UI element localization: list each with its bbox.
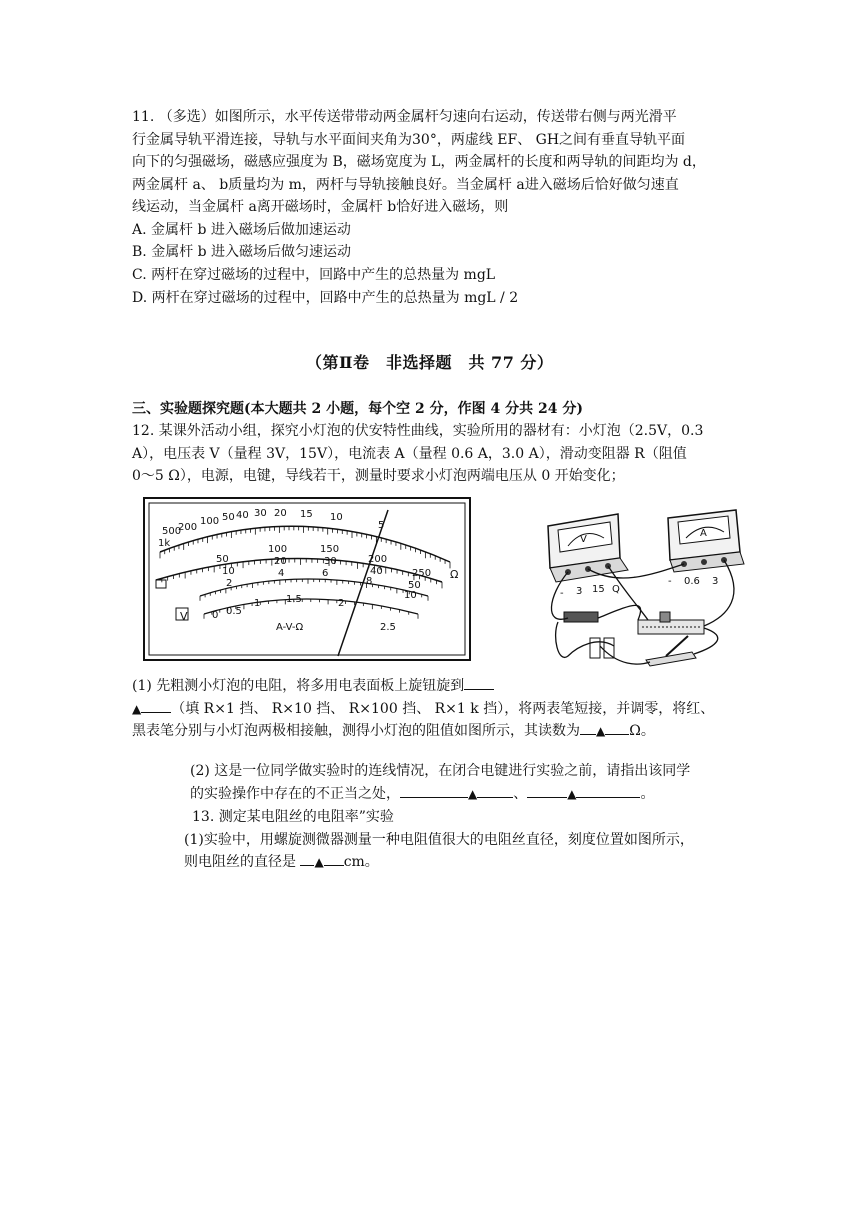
section2-title: （第Ⅱ卷 非选择题 共 77 分） bbox=[306, 353, 554, 372]
q12-sub2-end: 。 bbox=[640, 785, 655, 802]
dc2-tick-label: 20 bbox=[274, 556, 287, 567]
dc-tick-label: 250 bbox=[412, 568, 432, 579]
ac-tick-label: 8 bbox=[366, 576, 373, 587]
rheostat bbox=[638, 612, 704, 634]
q11-line: 线运动，当金属杆 a离开磁场时，金属杆 b恰好进入磁场，则 bbox=[132, 199, 509, 215]
ohm-tick-label: 50 bbox=[222, 512, 235, 523]
ammeter-label: A bbox=[700, 528, 707, 539]
ohm-tick-label: 500 bbox=[162, 526, 182, 537]
voltmeter bbox=[548, 514, 628, 599]
ohm-tick-label: 1k bbox=[158, 538, 171, 549]
q12-line: 12. 某课外活动小组，探究小灯泡的伏安特性曲线，实验所用的器材有：小灯泡（2.5V，0.3 bbox=[132, 423, 704, 439]
answer-blank-pre bbox=[400, 783, 468, 798]
ac-tick-label: 10 bbox=[404, 590, 417, 601]
ohm-tick-label: 200 bbox=[178, 522, 198, 533]
low-tick-label: 2.5 bbox=[380, 622, 396, 633]
answer-blank-fault-2[interactable] bbox=[576, 783, 640, 798]
q11-option-a: A. 金属杆 b 进入磁场后做加速运动 bbox=[132, 222, 351, 238]
low-tick-label: 2 bbox=[338, 598, 345, 609]
dc-tick-label: 150 bbox=[320, 544, 340, 555]
answer-blank-reading-pre bbox=[580, 720, 596, 735]
q12-sub1-line2 bbox=[132, 698, 714, 721]
q11-option-c: C. 两杆在穿过磁场的过程中，回路中产生的总热量为 mgL bbox=[132, 267, 496, 283]
q12-sub1-text-c: 黑表笔分别与小灯泡两极相接触，测得小灯泡的阻值如图所示，其读数为 bbox=[132, 723, 580, 739]
ohm-tick-label: 15 bbox=[300, 509, 313, 520]
q12-sub1-text-b: （填 R×1 挡、 R×10 挡、 R×100 挡、 R×1 k 挡），将两表笔短接，并调零，将红、 bbox=[171, 700, 715, 717]
dc-tick-label: 50 bbox=[216, 554, 229, 565]
q12-sub2 bbox=[190, 760, 690, 805]
low-tick-label: 0 bbox=[212, 610, 219, 621]
answer-blank-reading[interactable] bbox=[605, 720, 629, 735]
q12-sub2-line1: (2) 这是一位同学做实验时的连线情况，在闭合电键进行实验之前，请指出该同学 bbox=[190, 763, 691, 779]
q12-sub1-text-a: (1) 先粗测小灯泡的电阻，将多用电表面板上旋钮旋到 bbox=[132, 678, 465, 694]
q11-line: 行金属导轨平滑连接，导轨与水平面间夹角为30°，两虚线 EF、 GH之间有垂直导轨平面 bbox=[132, 131, 686, 148]
v-terminal-label: 15 bbox=[592, 584, 605, 595]
q13 bbox=[184, 806, 694, 874]
q11-option-d: D. 两杆在穿过磁场的过程中，回路中产生的总热量为 mgL / 2 bbox=[132, 290, 519, 306]
q11-line: 向下的匀强磁场，磁感应强度为 B，磁场宽度为 L，两金属杆的长度和两导轨的间距均为 d， bbox=[132, 154, 706, 170]
q12-sub2-separator: 、 bbox=[513, 785, 528, 802]
ohm-tick-label: 10 bbox=[330, 512, 343, 523]
section3-title: 三、实验题探究题(本大题共 2 小题，每个空 2 分，作图 4 分共 24 分) bbox=[132, 401, 583, 417]
q13-title: 13. 测定某电阻丝的电阻率”实验 bbox=[192, 809, 394, 825]
meter-center-label: A-V-Ω bbox=[276, 622, 304, 633]
voltmeter-label: V bbox=[580, 534, 587, 545]
dc2-tick-label: 10 bbox=[222, 566, 235, 577]
v-terminal-label: - bbox=[560, 588, 564, 599]
q11-line: 11. （多选）如图所示，水平传送带带动两金属杆匀速向右运动，传送带右侧与两光滑平 bbox=[132, 109, 677, 125]
answer-blank-fault-1[interactable] bbox=[477, 783, 513, 798]
a-terminal-label: - bbox=[668, 576, 672, 587]
q12-sub1-line3 bbox=[132, 720, 714, 743]
q-label: Q bbox=[612, 584, 620, 595]
triangle-mark: ▲ bbox=[132, 701, 142, 716]
answer-blank-range[interactable] bbox=[141, 698, 171, 713]
ac-tick-label: 6 bbox=[322, 568, 329, 579]
circuit-wiring-figure bbox=[528, 496, 750, 668]
q12-sub1-unit: Ω。 bbox=[629, 723, 655, 739]
ohm-tick-label: 100 bbox=[200, 516, 220, 527]
q12-line: A），电压表 V（量程 3V，15V），电流表 A（量程 0.6 A，3.0 A），滑动变阻器 R（阻值 bbox=[132, 445, 687, 462]
q12-sub2-line2 bbox=[190, 783, 690, 806]
ohm-symbol: Ω bbox=[450, 568, 459, 581]
a-terminal-label: 3 bbox=[712, 576, 719, 587]
triangle-mark: ▲ bbox=[314, 855, 324, 869]
q11-stem bbox=[132, 106, 732, 219]
q12-sub1 bbox=[132, 675, 714, 743]
q12-sub1-line1 bbox=[132, 675, 714, 698]
q11-line: 两金属杆 a、 b质量均为 m，两杆与导轨接触良好。当金属杆 a进入磁场后恰好做匀速直 bbox=[132, 176, 679, 193]
answer-blank[interactable] bbox=[464, 675, 494, 690]
switch bbox=[646, 636, 696, 666]
dc-tick-label: 100 bbox=[268, 544, 288, 555]
ac-tick-label: 2 bbox=[226, 578, 233, 589]
answer-blank-pre bbox=[300, 851, 314, 866]
q12-stem bbox=[132, 420, 703, 488]
answer-blank-diameter[interactable] bbox=[324, 851, 344, 866]
q12-line: 0～5 Ω），电源，电键，导线若干，测量时要求小灯泡两端电压从 0 开始变化； bbox=[132, 468, 625, 484]
v-symbol: V bbox=[180, 610, 188, 623]
low-tick-label: 1.5 bbox=[286, 594, 302, 605]
ammeter bbox=[668, 510, 744, 587]
q13-line2-text: 则电阻丝的直径是 bbox=[184, 854, 296, 870]
dc2-tick-label: 30 bbox=[324, 556, 337, 567]
ohm-tick-label: 30 bbox=[254, 508, 267, 519]
ohm-tick-label: 20 bbox=[274, 508, 287, 519]
answer-blank-pre bbox=[527, 783, 567, 798]
ohm-tick-label: 40 bbox=[236, 510, 249, 521]
low-tick-label: 1 bbox=[254, 598, 261, 609]
dc-tick-label: 200 bbox=[368, 554, 388, 565]
triangle-mark: ▲ bbox=[468, 786, 478, 801]
multimeter-dial-figure bbox=[142, 496, 472, 662]
q13-line1: (1)实验中，用螺旋测微器测量一种电阻值很大的电阻丝直径，刻度位置如图所示， bbox=[184, 831, 694, 848]
q13-line2 bbox=[184, 851, 694, 874]
q11-option-b: B. 金属杆 b 进入磁场后做匀速运动 bbox=[132, 244, 352, 260]
q12-sub2-text-b: 的实验操作中存在的不正当之处， bbox=[190, 785, 400, 802]
a-terminal-label: 0.6 bbox=[684, 576, 700, 587]
ohm-tick-label: 5 bbox=[378, 520, 385, 531]
lamp-holder bbox=[564, 612, 598, 622]
dc2-tick-label: 40 bbox=[370, 566, 383, 577]
triangle-mark: ▲ bbox=[596, 724, 606, 738]
dc2-tick-label: 50 bbox=[408, 580, 421, 591]
low-tick-label: 0.5 bbox=[226, 606, 242, 617]
v-terminal-label: 3 bbox=[576, 586, 583, 597]
q13-unit: cm。 bbox=[343, 854, 379, 870]
triangle-mark: ▲ bbox=[567, 786, 577, 801]
ac-tick-label: 4 bbox=[278, 568, 285, 579]
